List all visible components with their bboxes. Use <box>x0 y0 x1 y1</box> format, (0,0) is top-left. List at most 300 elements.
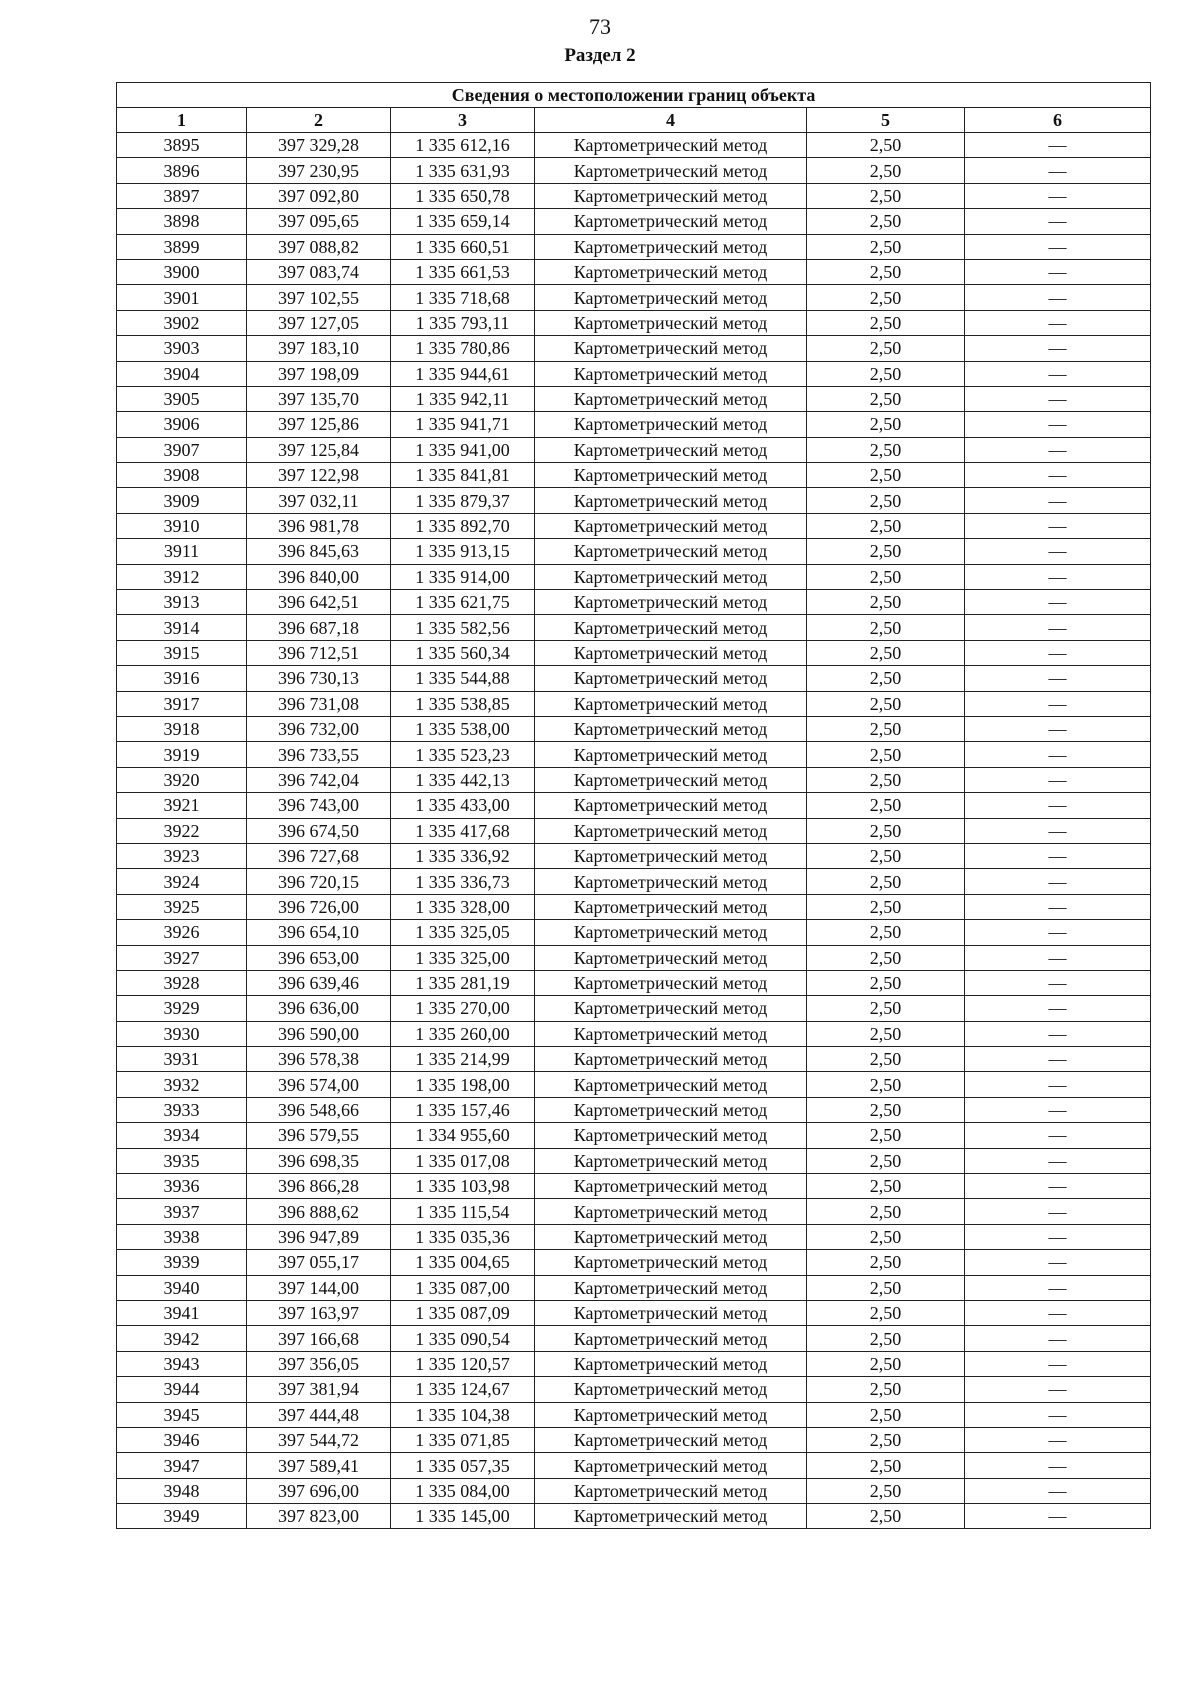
accuracy-cell: 2,50 <box>807 894 965 919</box>
table-row <box>117 1250 1151 1275</box>
point-number-cell: 3920 <box>117 767 247 792</box>
point-number-cell: 3895 <box>117 133 247 158</box>
description-cell: — <box>965 691 1151 716</box>
table-row <box>117 437 1151 462</box>
method-cell: Картометрический метод <box>535 996 807 1021</box>
table-row <box>117 361 1151 386</box>
method-cell: Картометрический метод <box>535 564 807 589</box>
x-coordinate-cell: 396 981,78 <box>247 513 391 538</box>
table-row <box>117 767 1151 792</box>
description-cell: — <box>965 463 1151 488</box>
table-row <box>117 133 1151 158</box>
description-cell: — <box>965 1300 1151 1325</box>
table-row <box>117 793 1151 818</box>
y-coordinate-cell: 1 335 841,81 <box>391 463 535 488</box>
x-coordinate-cell: 396 888,62 <box>247 1199 391 1224</box>
table-row <box>117 1199 1151 1224</box>
method-cell: Картометрический метод <box>535 818 807 843</box>
x-coordinate-cell: 397 127,05 <box>247 310 391 335</box>
point-number-cell: 3899 <box>117 234 247 259</box>
x-coordinate-cell: 396 687,18 <box>247 615 391 640</box>
method-cell: Картометрический метод <box>535 1326 807 1351</box>
x-coordinate-cell: 396 845,63 <box>247 539 391 564</box>
description-cell: — <box>965 513 1151 538</box>
x-coordinate-cell: 396 548,66 <box>247 1097 391 1122</box>
description-cell: — <box>965 1148 1151 1173</box>
y-coordinate-cell: 1 335 103,98 <box>391 1174 535 1199</box>
table-row <box>117 412 1151 437</box>
table-row <box>117 1123 1151 1148</box>
table-row <box>117 234 1151 259</box>
table-row <box>117 666 1151 691</box>
accuracy-cell: 2,50 <box>807 209 965 234</box>
y-coordinate-cell: 1 335 582,56 <box>391 615 535 640</box>
accuracy-cell: 2,50 <box>807 691 965 716</box>
point-number-cell: 3939 <box>117 1250 247 1275</box>
description-cell: — <box>965 259 1151 284</box>
y-coordinate-cell: 1 335 433,00 <box>391 793 535 818</box>
accuracy-cell: 2,50 <box>807 1427 965 1452</box>
y-coordinate-cell: 1 335 941,71 <box>391 412 535 437</box>
y-coordinate-cell: 1 335 560,34 <box>391 640 535 665</box>
accuracy-cell: 2,50 <box>807 869 965 894</box>
y-coordinate-cell: 1 335 941,00 <box>391 437 535 462</box>
x-coordinate-cell: 396 727,68 <box>247 843 391 868</box>
point-number-cell: 3913 <box>117 590 247 615</box>
method-cell: Картометрический метод <box>535 1097 807 1122</box>
table-row <box>117 285 1151 310</box>
y-coordinate-cell: 1 335 270,00 <box>391 996 535 1021</box>
point-number-cell: 3941 <box>117 1300 247 1325</box>
table-row <box>117 1351 1151 1376</box>
accuracy-cell: 2,50 <box>807 412 965 437</box>
x-coordinate-cell: 397 166,68 <box>247 1326 391 1351</box>
accuracy-cell: 2,50 <box>807 259 965 284</box>
description-cell: — <box>965 1021 1151 1046</box>
y-coordinate-cell: 1 335 879,37 <box>391 488 535 513</box>
accuracy-cell: 2,50 <box>807 1123 965 1148</box>
description-cell: — <box>965 209 1151 234</box>
description-cell: — <box>965 1377 1151 1402</box>
description-cell: — <box>965 1326 1151 1351</box>
method-cell: Картометрический метод <box>535 767 807 792</box>
column-header: 3 <box>391 108 535 133</box>
accuracy-cell: 2,50 <box>807 666 965 691</box>
method-cell: Картометрический метод <box>535 793 807 818</box>
accuracy-cell: 2,50 <box>807 742 965 767</box>
x-coordinate-cell: 397 544,72 <box>247 1427 391 1452</box>
description-cell: — <box>965 183 1151 208</box>
x-coordinate-cell: 396 674,50 <box>247 818 391 843</box>
accuracy-cell: 2,50 <box>807 463 965 488</box>
method-cell: Картометрический метод <box>535 361 807 386</box>
accuracy-cell: 2,50 <box>807 1021 965 1046</box>
accuracy-cell: 2,50 <box>807 1478 965 1503</box>
column-header: 1 <box>117 108 247 133</box>
point-number-cell: 3909 <box>117 488 247 513</box>
y-coordinate-cell: 1 335 157,46 <box>391 1097 535 1122</box>
point-number-cell: 3907 <box>117 437 247 462</box>
description-cell: — <box>965 590 1151 615</box>
x-coordinate-cell: 397 163,97 <box>247 1300 391 1325</box>
table-row <box>117 1097 1151 1122</box>
method-cell: Картометрический метод <box>535 539 807 564</box>
table-row <box>117 488 1151 513</box>
y-coordinate-cell: 1 335 004,65 <box>391 1250 535 1275</box>
accuracy-cell: 2,50 <box>807 1377 965 1402</box>
y-coordinate-cell: 1 335 090,54 <box>391 1326 535 1351</box>
method-cell: Картометрический метод <box>535 1123 807 1148</box>
description-cell: — <box>965 539 1151 564</box>
method-cell: Картометрический метод <box>535 742 807 767</box>
point-number-cell: 3924 <box>117 869 247 894</box>
y-coordinate-cell: 1 334 955,60 <box>391 1123 535 1148</box>
point-number-cell: 3944 <box>117 1377 247 1402</box>
description-cell: — <box>965 996 1151 1021</box>
description-cell: — <box>965 640 1151 665</box>
method-cell: Картометрический метод <box>535 920 807 945</box>
point-number-cell: 3949 <box>117 1504 247 1529</box>
description-cell: — <box>965 869 1151 894</box>
column-header: 4 <box>535 108 807 133</box>
description-cell: — <box>965 1097 1151 1122</box>
accuracy-cell: 2,50 <box>807 336 965 361</box>
description-cell: — <box>965 615 1151 640</box>
y-coordinate-cell: 1 335 538,00 <box>391 716 535 741</box>
description-cell: — <box>965 945 1151 970</box>
description-cell: — <box>965 310 1151 335</box>
point-number-cell: 3943 <box>117 1351 247 1376</box>
table-caption: Сведения о местоположении границ объекта <box>117 83 1151 108</box>
y-coordinate-cell: 1 335 650,78 <box>391 183 535 208</box>
x-coordinate-cell: 396 947,89 <box>247 1224 391 1249</box>
method-cell: Картометрический метод <box>535 716 807 741</box>
description-cell: — <box>965 1174 1151 1199</box>
table-row <box>117 818 1151 843</box>
accuracy-cell: 2,50 <box>807 767 965 792</box>
method-cell: Картометрический метод <box>535 1199 807 1224</box>
table-row <box>117 996 1151 1021</box>
x-coordinate-cell: 396 590,00 <box>247 1021 391 1046</box>
table-row <box>117 894 1151 919</box>
y-coordinate-cell: 1 335 198,00 <box>391 1072 535 1097</box>
accuracy-cell: 2,50 <box>807 843 965 868</box>
accuracy-cell: 2,50 <box>807 513 965 538</box>
method-cell: Картометрический метод <box>535 1021 807 1046</box>
table-row <box>117 742 1151 767</box>
description-cell: — <box>965 920 1151 945</box>
description-cell: — <box>965 742 1151 767</box>
table-row <box>117 158 1151 183</box>
description-cell: — <box>965 767 1151 792</box>
table-row <box>117 1326 1151 1351</box>
accuracy-cell: 2,50 <box>807 1402 965 1427</box>
accuracy-cell: 2,50 <box>807 133 965 158</box>
table-row <box>117 869 1151 894</box>
y-coordinate-cell: 1 335 442,13 <box>391 767 535 792</box>
description-cell: — <box>965 716 1151 741</box>
x-coordinate-cell: 397 230,95 <box>247 158 391 183</box>
point-number-cell: 3902 <box>117 310 247 335</box>
x-coordinate-cell: 397 032,11 <box>247 488 391 513</box>
description-cell: — <box>965 336 1151 361</box>
method-cell: Картометрический метод <box>535 336 807 361</box>
description-cell: — <box>965 285 1151 310</box>
accuracy-cell: 2,50 <box>807 590 965 615</box>
y-coordinate-cell: 1 335 538,85 <box>391 691 535 716</box>
point-number-cell: 3901 <box>117 285 247 310</box>
point-number-cell: 3897 <box>117 183 247 208</box>
y-coordinate-cell: 1 335 544,88 <box>391 666 535 691</box>
method-cell: Картометрический метод <box>535 285 807 310</box>
point-number-cell: 3948 <box>117 1478 247 1503</box>
method-cell: Картометрический метод <box>535 1224 807 1249</box>
y-coordinate-cell: 1 335 104,38 <box>391 1402 535 1427</box>
description-cell: — <box>965 437 1151 462</box>
method-cell: Картометрический метод <box>535 640 807 665</box>
method-cell: Картометрический метод <box>535 1148 807 1173</box>
point-number-cell: 3933 <box>117 1097 247 1122</box>
y-coordinate-cell: 1 335 017,08 <box>391 1148 535 1173</box>
accuracy-cell: 2,50 <box>807 793 965 818</box>
method-cell: Картометрический метод <box>535 869 807 894</box>
x-coordinate-cell: 397 092,80 <box>247 183 391 208</box>
table-row <box>117 386 1151 411</box>
accuracy-cell: 2,50 <box>807 1351 965 1376</box>
x-coordinate-cell: 396 733,55 <box>247 742 391 767</box>
y-coordinate-cell: 1 335 660,51 <box>391 234 535 259</box>
table-row <box>117 920 1151 945</box>
column-header-row <box>117 108 1151 133</box>
x-coordinate-cell: 397 381,94 <box>247 1377 391 1402</box>
accuracy-cell: 2,50 <box>807 1148 965 1173</box>
description-cell: — <box>965 894 1151 919</box>
point-number-cell: 3935 <box>117 1148 247 1173</box>
y-coordinate-cell: 1 335 659,14 <box>391 209 535 234</box>
method-cell: Картометрический метод <box>535 1377 807 1402</box>
point-number-cell: 3931 <box>117 1047 247 1072</box>
x-coordinate-cell: 397 198,09 <box>247 361 391 386</box>
point-number-cell: 3898 <box>117 209 247 234</box>
table-row <box>117 1300 1151 1325</box>
method-cell: Картометрический метод <box>535 1250 807 1275</box>
point-number-cell: 3906 <box>117 412 247 437</box>
x-coordinate-cell: 396 732,00 <box>247 716 391 741</box>
table-row <box>117 1148 1151 1173</box>
point-number-cell: 3923 <box>117 843 247 868</box>
x-coordinate-cell: 397 444,48 <box>247 1402 391 1427</box>
x-coordinate-cell: 396 720,15 <box>247 869 391 894</box>
table-row <box>117 691 1151 716</box>
description-cell: — <box>965 1072 1151 1097</box>
description-cell: — <box>965 1351 1151 1376</box>
x-coordinate-cell: 396 743,00 <box>247 793 391 818</box>
table-row <box>117 1402 1151 1427</box>
accuracy-cell: 2,50 <box>807 1097 965 1122</box>
accuracy-cell: 2,50 <box>807 970 965 995</box>
table-row <box>117 843 1151 868</box>
description-cell: — <box>965 234 1151 259</box>
x-coordinate-cell: 396 730,13 <box>247 666 391 691</box>
y-coordinate-cell: 1 335 260,00 <box>391 1021 535 1046</box>
y-coordinate-cell: 1 335 084,00 <box>391 1478 535 1503</box>
page-number: 73 <box>589 14 611 39</box>
table-row <box>117 945 1151 970</box>
method-cell: Картометрический метод <box>535 209 807 234</box>
accuracy-cell: 2,50 <box>807 1174 965 1199</box>
x-coordinate-cell: 396 698,35 <box>247 1148 391 1173</box>
table-row <box>117 310 1151 335</box>
table-row <box>117 513 1151 538</box>
method-cell: Картометрический метод <box>535 1402 807 1427</box>
x-coordinate-cell: 397 135,70 <box>247 386 391 411</box>
x-coordinate-cell: 397 055,17 <box>247 1250 391 1275</box>
accuracy-cell: 2,50 <box>807 615 965 640</box>
table-row <box>117 209 1151 234</box>
description-cell: — <box>965 1275 1151 1300</box>
point-number-cell: 3947 <box>117 1453 247 1478</box>
x-coordinate-cell: 397 125,84 <box>247 437 391 462</box>
x-coordinate-cell: 396 731,08 <box>247 691 391 716</box>
y-coordinate-cell: 1 335 087,09 <box>391 1300 535 1325</box>
x-coordinate-cell: 396 654,10 <box>247 920 391 945</box>
accuracy-cell: 2,50 <box>807 437 965 462</box>
description-cell: — <box>965 1504 1151 1529</box>
x-coordinate-cell: 396 866,28 <box>247 1174 391 1199</box>
y-coordinate-cell: 1 335 328,00 <box>391 894 535 919</box>
accuracy-cell: 2,50 <box>807 234 965 259</box>
y-coordinate-cell: 1 335 417,68 <box>391 818 535 843</box>
y-coordinate-cell: 1 335 281,19 <box>391 970 535 995</box>
method-cell: Картометрический метод <box>535 894 807 919</box>
y-coordinate-cell: 1 335 913,15 <box>391 539 535 564</box>
description-cell: — <box>965 133 1151 158</box>
accuracy-cell: 2,50 <box>807 1199 965 1224</box>
x-coordinate-cell: 397 356,05 <box>247 1351 391 1376</box>
method-cell: Картометрический метод <box>535 234 807 259</box>
method-cell: Картометрический метод <box>535 310 807 335</box>
accuracy-cell: 2,50 <box>807 640 965 665</box>
point-number-cell: 3937 <box>117 1199 247 1224</box>
method-cell: Картометрический метод <box>535 1047 807 1072</box>
accuracy-cell: 2,50 <box>807 818 965 843</box>
description-cell: — <box>965 1047 1151 1072</box>
point-number-cell: 3930 <box>117 1021 247 1046</box>
column-header: 6 <box>965 108 1151 133</box>
description-cell: — <box>965 793 1151 818</box>
x-coordinate-cell: 396 578,38 <box>247 1047 391 1072</box>
x-coordinate-cell: 397 102,55 <box>247 285 391 310</box>
accuracy-cell: 2,50 <box>807 1504 965 1529</box>
x-coordinate-cell: 396 642,51 <box>247 590 391 615</box>
method-cell: Картометрический метод <box>535 691 807 716</box>
table-row <box>117 1275 1151 1300</box>
table-row <box>117 1427 1151 1452</box>
x-coordinate-cell: 396 636,00 <box>247 996 391 1021</box>
description-cell: — <box>965 843 1151 868</box>
y-coordinate-cell: 1 335 661,53 <box>391 259 535 284</box>
accuracy-cell: 2,50 <box>807 564 965 589</box>
method-cell: Картометрический метод <box>535 1174 807 1199</box>
method-cell: Картометрический метод <box>535 158 807 183</box>
point-number-cell: 3934 <box>117 1123 247 1148</box>
point-number-cell: 3922 <box>117 818 247 843</box>
x-coordinate-cell: 396 574,00 <box>247 1072 391 1097</box>
method-cell: Картометрический метод <box>535 412 807 437</box>
method-cell: Картометрический метод <box>535 590 807 615</box>
x-coordinate-cell: 397 144,00 <box>247 1275 391 1300</box>
accuracy-cell: 2,50 <box>807 1453 965 1478</box>
x-coordinate-cell: 397 183,10 <box>247 336 391 361</box>
method-cell: Картометрический метод <box>535 970 807 995</box>
accuracy-cell: 2,50 <box>807 1250 965 1275</box>
method-cell: Картометрический метод <box>535 183 807 208</box>
description-cell: — <box>965 564 1151 589</box>
x-coordinate-cell: 397 083,74 <box>247 259 391 284</box>
table-row <box>117 259 1151 284</box>
method-cell: Картометрический метод <box>535 386 807 411</box>
table-row <box>117 183 1151 208</box>
table-caption-row <box>117 83 1151 108</box>
x-coordinate-cell: 396 712,51 <box>247 640 391 665</box>
point-number-cell: 3927 <box>117 945 247 970</box>
y-coordinate-cell: 1 335 621,75 <box>391 590 535 615</box>
method-cell: Картометрический метод <box>535 1351 807 1376</box>
y-coordinate-cell: 1 335 325,00 <box>391 945 535 970</box>
accuracy-cell: 2,50 <box>807 386 965 411</box>
y-coordinate-cell: 1 335 087,00 <box>391 1275 535 1300</box>
table-row <box>117 1453 1151 1478</box>
accuracy-cell: 2,50 <box>807 183 965 208</box>
x-coordinate-cell: 396 840,00 <box>247 564 391 589</box>
table-row <box>117 1478 1151 1503</box>
method-cell: Картометрический метод <box>535 1504 807 1529</box>
point-number-cell: 3911 <box>117 539 247 564</box>
description-cell: — <box>965 1478 1151 1503</box>
x-coordinate-cell: 397 088,82 <box>247 234 391 259</box>
description-cell: — <box>965 361 1151 386</box>
table-row <box>117 463 1151 488</box>
method-cell: Картометрический метод <box>535 1300 807 1325</box>
table-row <box>117 1072 1151 1097</box>
accuracy-cell: 2,50 <box>807 945 965 970</box>
y-coordinate-cell: 1 335 057,35 <box>391 1453 535 1478</box>
method-cell: Картометрический метод <box>535 666 807 691</box>
accuracy-cell: 2,50 <box>807 1072 965 1097</box>
description-cell: — <box>965 488 1151 513</box>
accuracy-cell: 2,50 <box>807 1300 965 1325</box>
point-number-cell: 3932 <box>117 1072 247 1097</box>
accuracy-cell: 2,50 <box>807 310 965 335</box>
column-header: 2 <box>247 108 391 133</box>
section-title: Раздел 2 <box>564 45 636 66</box>
point-number-cell: 3942 <box>117 1326 247 1351</box>
accuracy-cell: 2,50 <box>807 1224 965 1249</box>
y-coordinate-cell: 1 335 631,93 <box>391 158 535 183</box>
y-coordinate-cell: 1 335 892,70 <box>391 513 535 538</box>
point-number-cell: 3914 <box>117 615 247 640</box>
x-coordinate-cell: 397 125,86 <box>247 412 391 437</box>
accuracy-cell: 2,50 <box>807 285 965 310</box>
description-cell: — <box>965 1199 1151 1224</box>
y-coordinate-cell: 1 335 612,16 <box>391 133 535 158</box>
accuracy-cell: 2,50 <box>807 1326 965 1351</box>
y-coordinate-cell: 1 335 718,68 <box>391 285 535 310</box>
point-number-cell: 3908 <box>117 463 247 488</box>
y-coordinate-cell: 1 335 942,11 <box>391 386 535 411</box>
y-coordinate-cell: 1 335 120,57 <box>391 1351 535 1376</box>
x-coordinate-cell: 397 823,00 <box>247 1504 391 1529</box>
